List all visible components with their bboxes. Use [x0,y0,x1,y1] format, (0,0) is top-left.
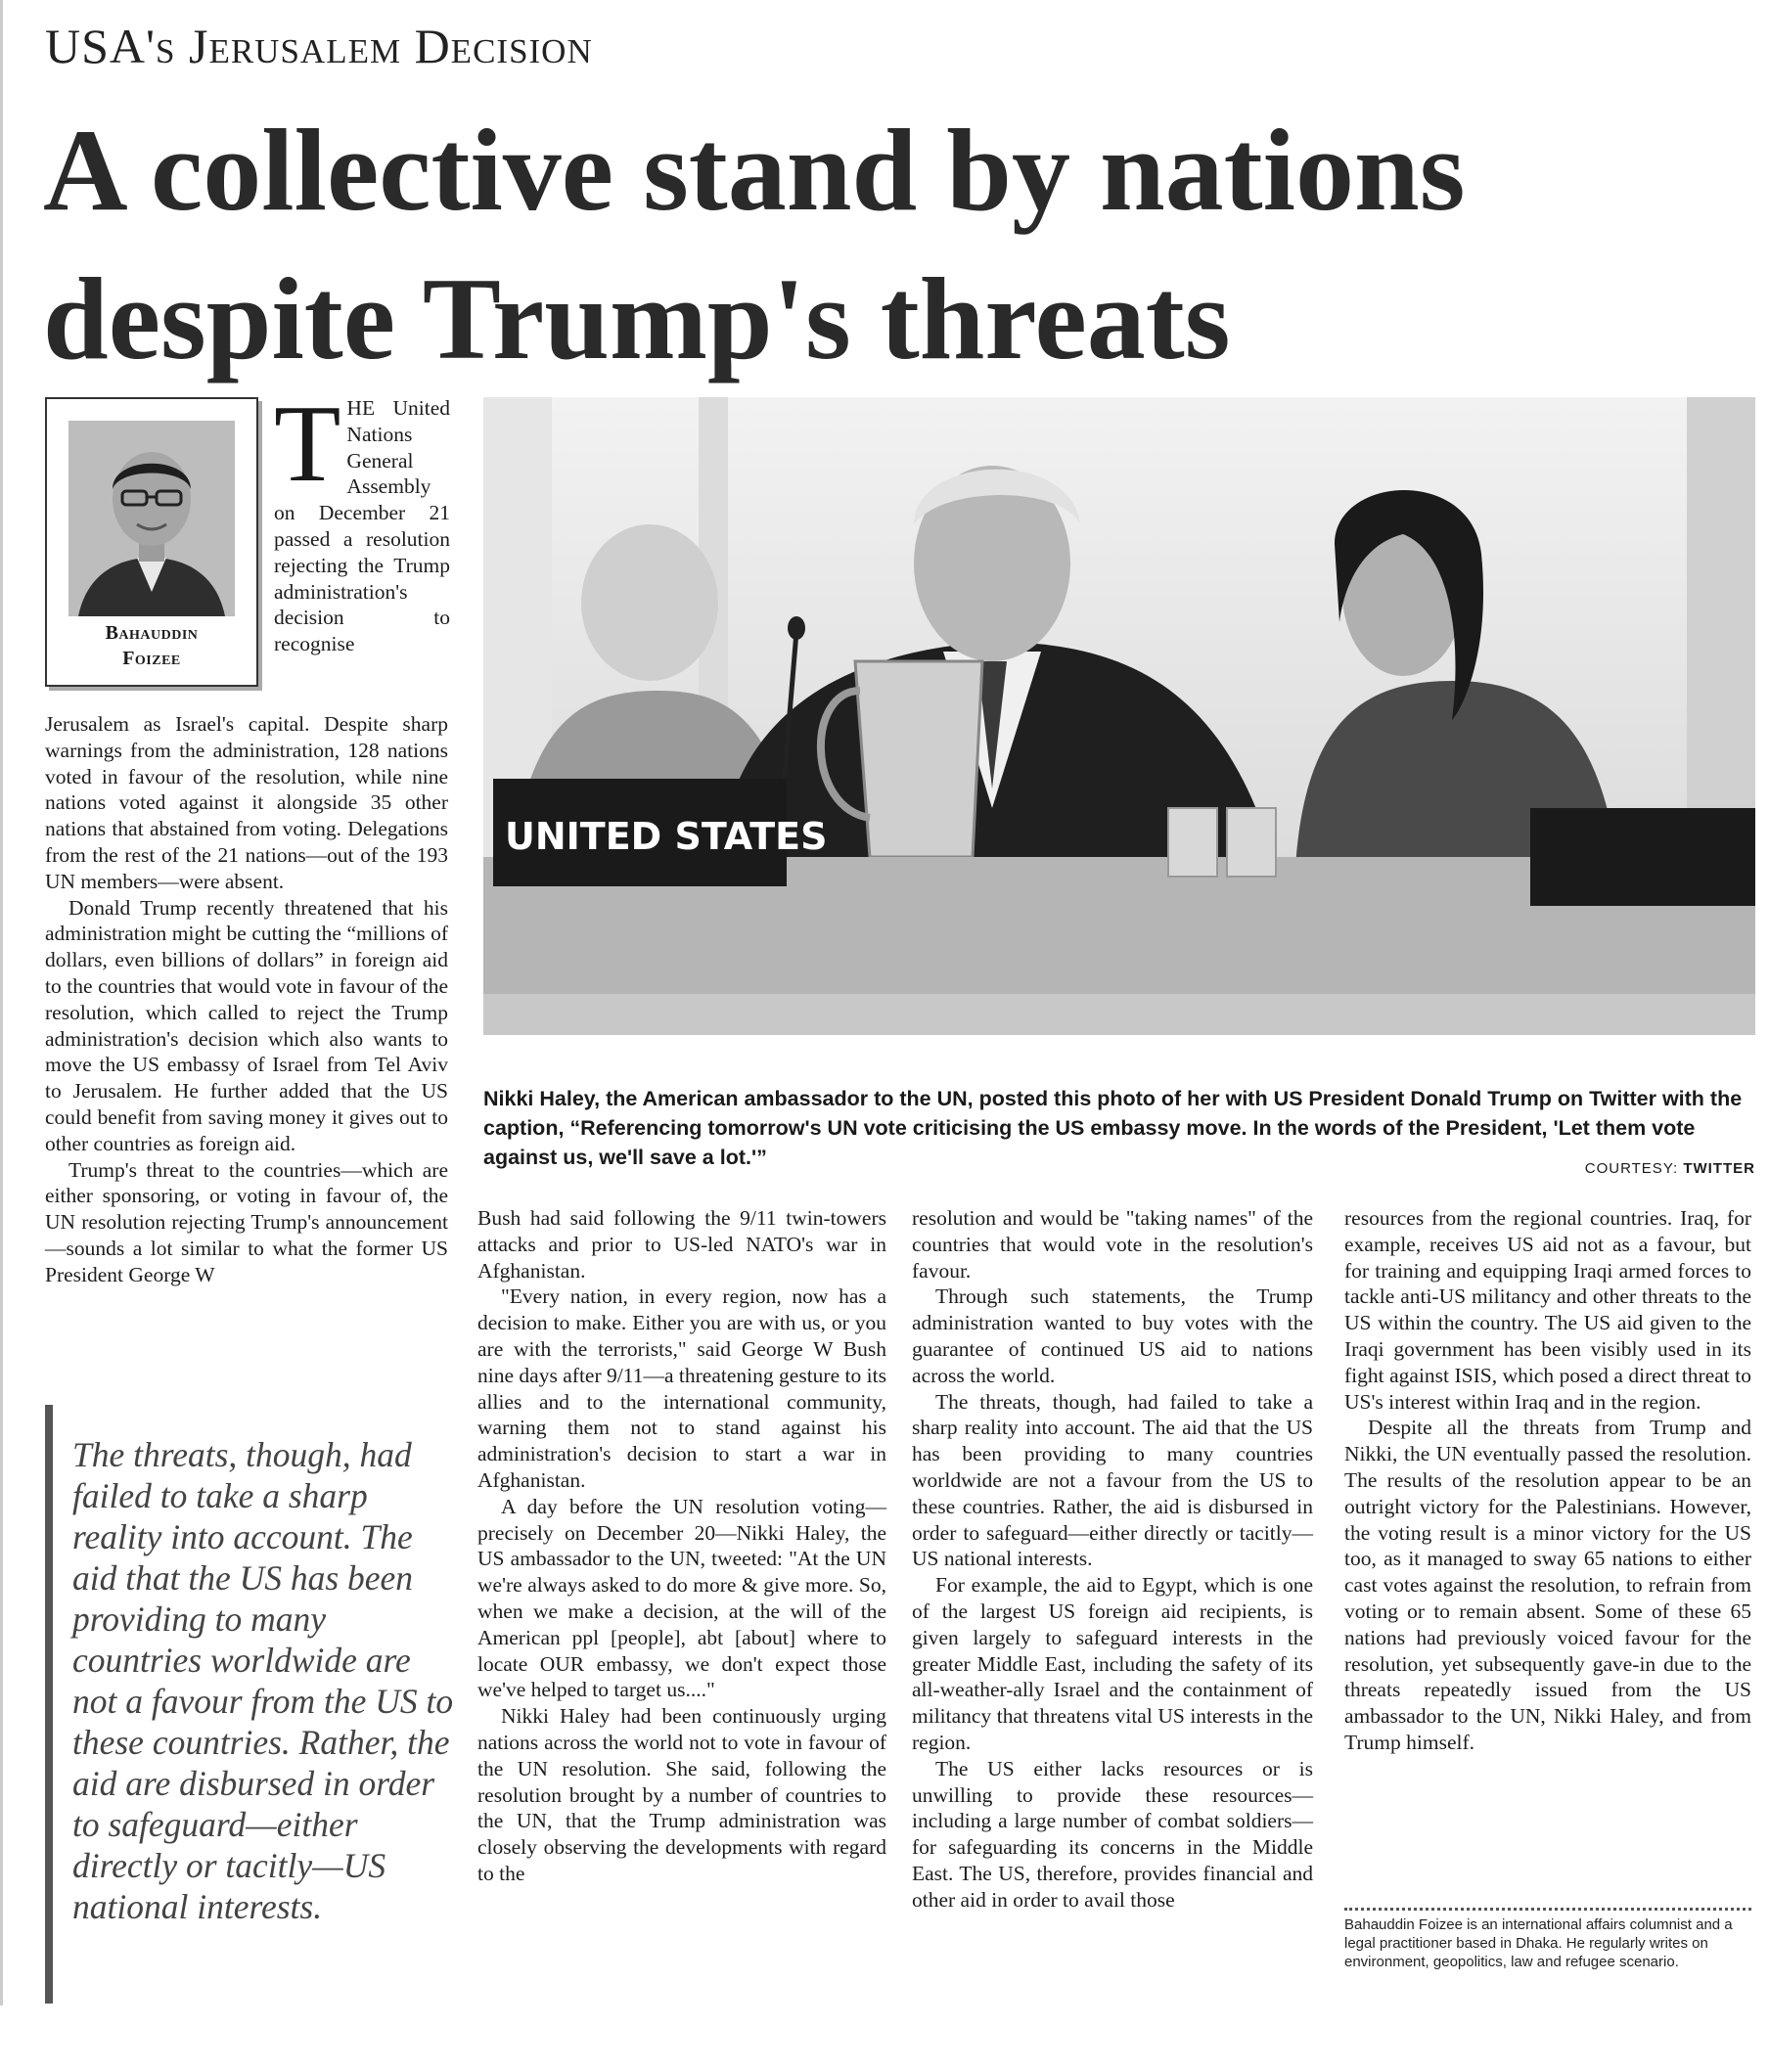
paragraph: For example, the aid to Egypt, which is one of the largest US foreign aid recipients, is given largely to safeguard interests in the greater Middle East, including the safety of its all-weather-ally Israel and the containment of militancy that threatens vital US interests in the region. [912,1573,1313,1754]
intro-paragraph [274,383,450,657]
paragraph: "Every nation, in every region, now has a decision to make. Either you are with us, or you are with the terrorists," said George W Bush nine days after 9/11—a threatening gesture to its allies and to the international community, warning them not to stand against his administration's decision to start a war in Afghanistan. [477,1284,886,1492]
paragraph: The threats, though, had failed to take a sharp reality into account. The aid that the US has been providing to many countries worldwide are not a favour from the US to these countries. Rather, the aid is disbursed in order to safeguard—either directly or tacitly—US national interests. [912,1389,1313,1571]
page-edge-rule [0,0,3,2005]
headline-line-1: A collective stand by nations [43,105,1466,235]
headline-line-2: despite Trump's threats [43,253,1231,383]
pull-quote [45,1405,462,2004]
article-intro [274,383,450,657]
article-column-4 [1344,1205,1751,1756]
article-column-3 [912,1205,1313,1914]
section-kicker: USA's Jerusalem Decision [45,19,593,73]
photo-credit [1370,1160,1755,1177]
placard-text: UNITED STATES [505,815,828,858]
paragraph: Through such statements, the Trump administration wanted to buy votes with the guarantee of continued US aid to nations across the world. [912,1284,1313,1387]
paragraph: resolution and would be "taking names" of the countries that would vote in the resolution's favour. [912,1206,1313,1283]
article-column-2 [477,1205,886,1887]
author-box [45,397,258,687]
paragraph: resources from the regional countries. Iraq, for example, receives US aid not as a favour, but for training and equipping Iraqi armed forces to tackle anti-US militancy and other threats to the US within the country. The US aid given to the Iraqi government has been visibly used in its fight against ISIS, which posed a direct threat to US's interest within Iraq and in the region. [1344,1206,1751,1414]
photo-illustration [483,397,1755,1035]
pull-quote-text: The threats, though, had failed to take a sharp reality into account. The aid that the US has been providing to many countries worldwide are not a favour from the US to these countries. Rather, the aid are disbursed in order to safeguard—either directly or tacitly—US national interests. [72,1435,454,1926]
article-photo [483,397,1755,1035]
paragraph: A day before the UN resolution voting—precisely on December 20—Nikki Haley, the US ambassador to the UN, tweeted: "At the UN we're always asked to do more & give more. So, when we make a decision, at the will of the American ppl [people], abt [about] where to locate OUR embassy, we don't expect those we've helped to target us...." [477,1494,886,1702]
paragraph: Bush had said following the 9/11 twin-towers attacks and prior to US-led NATO's war in Afghanistan. [477,1206,886,1283]
paragraph: Trump's threat to the countries—which are either sponsoring, or voting in favour of, the UN resolution rejecting Trump's announcement—sounds a lot similar to what the former US President George W [45,1157,448,1286]
photo-caption: Nikki Haley, the American ambassador to the UN, posted this photo of her with US President Donald Trump on Twitter with the caption, “Referencing tomorrow's UN vote criticising the US embassy move. In the words of the President, 'Let them vote against us, we'll save a lot.'” [483,1087,1743,1169]
paragraph: Jerusalem as Israel's capital. Despite sharp warnings from the administration, 128 nations voted in favour of the resolution, while nine nations voted against it alongside 35 other nations that abstained from voting. Delegations from the rest of the 21 nations—out of the 193 UN members—were absent. [45,712,448,893]
paragraph: Nikki Haley had been continuously urging nations across the world not to vote in favour of the UN resolution. She said, following the resolution brought by a number of countries to the UN, that the Trump administration was closely observing the developments with regard to the [477,1704,886,1885]
author-name-line-2: Foizee [122,648,181,669]
author-portrait-illustration [68,421,235,616]
intro-text: HE United Nations General Assembly on December 21 passed a resolution rejecting the Trump administration's decision to recognise [274,396,450,656]
photo-credit-source: TWITTER [1683,1160,1755,1177]
photo-credit-label: COURTESY: [1584,1160,1679,1177]
article-column-1 [45,711,448,1288]
bio-divider [1344,1908,1751,1911]
paragraph: Despite all the threats from Trump and Nikki, the UN eventually passed the resolution. The results of the resolution appear to be an outright victory for the Palestinians. However, the voting result is a minor victory for the US too, as it managed to sway 65 nations to either cast votes against the resolution, to refrain from voting or to remain absent. Some of these 65 nations had previously voiced favour for the resolution, yet subsequently gave-in due to the threats repeatedly issued from the US ambassador to the UN, Nikki Haley, and from Trump himself. [1344,1416,1751,1754]
drop-cap: T [274,383,341,505]
author-name-line-1: Bahauddin [105,622,199,644]
paragraph: The US either lacks resources or is unwilling to provide these resources—including a large number of combat soldiers—for safeguarding its concerns in the Middle East. The US, therefore, provides financial and other aid in order to avail those [912,1756,1313,1912]
author-name [47,620,256,671]
author-bio: Bahauddin Foizee is an international affairs columnist and a legal practitioner based in Dhaka. He regularly writes on environment, geopolitics, law and refugee scenario. [1344,1916,1733,1970]
headline [43,96,1746,393]
paragraph: Donald Trump recently threatened that his administration might be cutting the “millions of dollars, even billions of dollars” in foreign aid to the countries that would vote in favour of the resolution, which called to reject the Trump administration's decision which also wants to move the US embassy of Israel from Tel Aviv to Jerusalem. He further added that the US could benefit from saving money it gives out to other countries as foreign aid. [45,895,448,1155]
author-photo [68,421,235,616]
